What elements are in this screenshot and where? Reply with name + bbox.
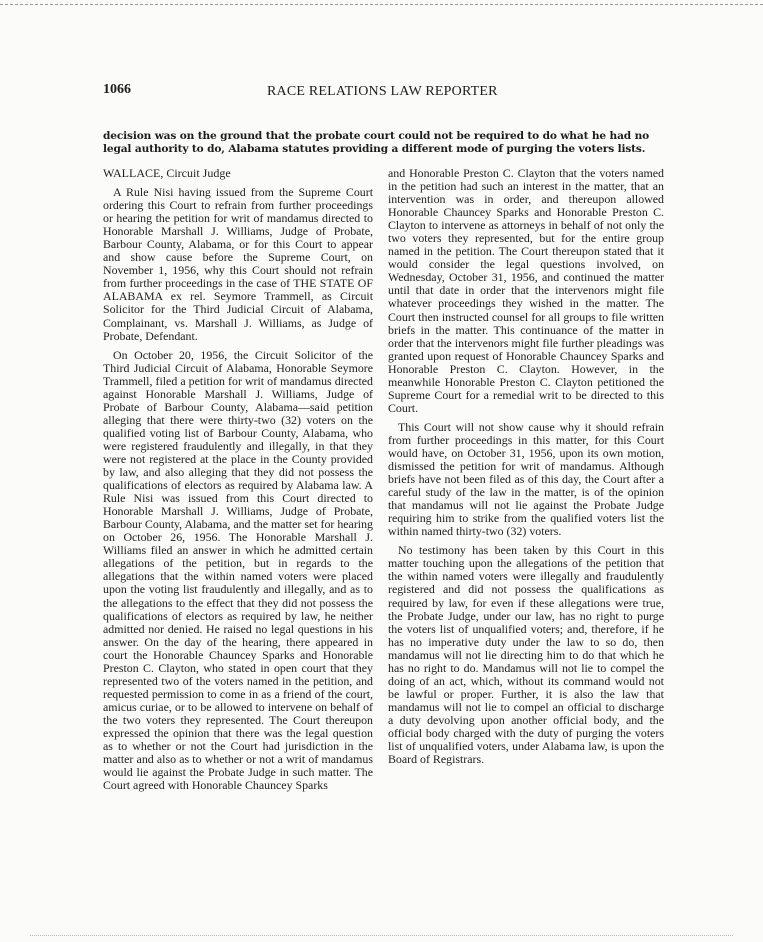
paragraph: and Honorable Preston C. Clayton that the voters named in the petition had such an interest in the matter, that an intervention was in order, and thereupon allowed Honorable Chauncey Sparks and Honorable Preston C. Clayton to intervene as attorneys in behalf of not only the two voters they represented, but for the entire group named in the petition. The Court thereupon stated that it would consider the legal questions involved, on Wednesday, October 31, 1956, and continued the matter until that date in order that the intervenors might file whatever proceedings they wished in the matter. The Court then instructed counsel for all groups to file written briefs in the matter. This continuance of the matter in order that the intervenors might file further pleadings was granted upon request of Honorable Chauncey Sparks and Honorable Preston C. Clayton. However, in the meanwhile Honorable Preston C. Clayton petitioned the Supreme Court for a remedial writ to be directed to this Court. — [388, 166, 664, 415]
top-scan-edge — [0, 4, 763, 5]
paragraph: A Rule Nisi having issued from the Supreme Court ordering this Court to refrain from further proceedings or hearing the petition for writ of mandamus directed to Honorable Marshall J. Williams, Judge of Probate, Barbour County, Alabama, or for this Court to appear and show cause before the Supreme Court, on November 1, 1956, why this Court should not refrain from further proceedings in the case of THE STATE OF ALABAMA ex rel. Seymore Trammell, as Circuit Solicitor for the Third Judicial Circuit of Alabama, Complainant, vs. Marshall J. Williams, as Judge of Probate, Defendant. — [103, 185, 373, 343]
running-title: RACE RELATIONS LAW REPORTER — [267, 84, 498, 99]
paragraph: On October 20, 1956, the Circuit Solicitor of the Third Judicial Circuit of Alabama, Honorable Seymore Trammell, filed a petition for writ of mandamus directed against Honorable Marshall J. Williams, Judge of Probate of Barbour County, Alabama—said petition alleging that there were thirty-two (32) voters on the qualified voting list of Barbour County, Alabama, who were registered fraudulently and illegally, in that they were not registered at the place in the County provided by law, and also alleging that they did not possess the qualifications of electors as required by Alabama law. A Rule Nisi was issued from this Court directed to Honorable Marshall J. Williams, Judge of Probate, Barbour County, Alabama, and the matter set for hearing on October 26, 1956. The Honorable Marshall J. Williams filed an answer in which he admitted certain allegations of the petition, but in regards to the allegations that the within named voters were placed upon the voting list fraudulently and illegally, and as to the allegations to the effect that they did not possess the qualifications of electors as required by law, he neither admitted nor denied. He raised no legal questions in his answer. On the day of the hearing, there appeared in court the Honorable Chauncey Sparks and Honorable Preston C. Clayton, who stated in open court that they represented two of the voters named in the petition, and requested permission to come in as a friend of the court, amicus curiae, or to be allowed to intervene on behalf of the two voters they represented. The Court thereupon expressed the opinion that there was the legal question as to whether or not the Court had jurisdiction in the matter and also as to whether or not a writ of mandamus would lie against the Probate Judge in such matter. The Court agreed with Honorable Chauncey Sparks — [103, 347, 373, 793]
page-number: 1066 — [103, 82, 131, 97]
paragraph: No testimony has been taken by this Court in this matter touching upon the allegations of the petition that the within named voters were illegally and fraudulently registered and did not possess the qualifications as required by law, for even if these allegations were true, the Probate Judge, under our law, has no right to purge the voters list of unqualified voters; and, therefore, if he has no imperative duty under the law to so do, then mandamus will not lie directing him to do that which he has no right to do. Mandamus will not lie to compel the doing of an act, which, without its command would not be lawful or proper. Further, it is also the law that mandamus will not lie to compel an official to discharge a duty devolving upon another official body, and the official body charged with the duty of purging the voters list of unqualified voters, under Alabama law, is upon the Board of Registrars. — [388, 543, 664, 767]
paragraph: This Court will not show cause why it should refrain from further proceedings in this matter, for this Court would have, on October 31, 1956, upon its own motion, dismissed the petition for writ of mandamus. Although briefs have not been filed as of this day, the Court after a careful study of the law in the matter, is of the opinion that mandamus will not lie against the Probate Judge requiring him to strike from the qualified voters list the within named thirty-two (32) voters. — [388, 419, 664, 539]
bottom-scan-edge — [30, 935, 733, 936]
headnote: decision was on the ground that the probate court could not be required to do what he had no legal authority to do, Alabama statutes providing a different mode of purging the voters lists. — [103, 130, 650, 155]
page-header — [103, 82, 663, 102]
left-column — [103, 167, 373, 798]
right-column — [388, 167, 664, 772]
opinion-author: WALLACE, Circuit Judge — [103, 166, 231, 180]
